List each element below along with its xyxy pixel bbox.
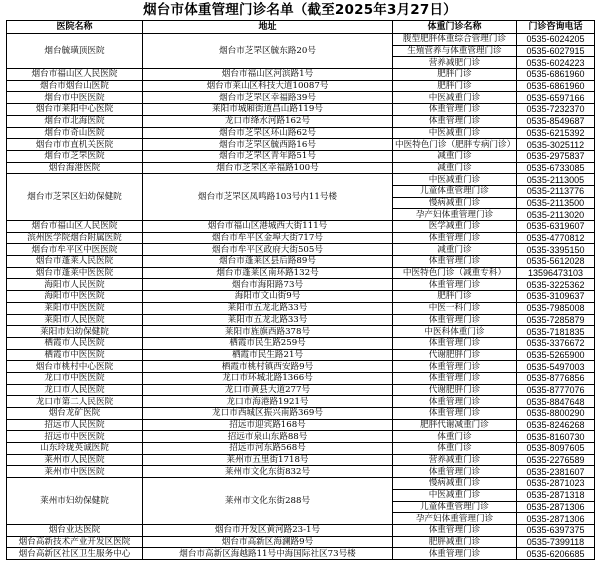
address-cell: 龙口市西城区振兴南路369号 xyxy=(143,408,393,420)
table-row xyxy=(7,478,595,490)
phone-cell: 0535-8777076 xyxy=(517,384,595,396)
address-cell: 莱阳市城厢街道昌山路119号 xyxy=(143,104,393,116)
phone-cell: 0535-8549687 xyxy=(517,115,595,127)
table-row xyxy=(7,431,595,443)
clinic-name-cell: 体重门诊 xyxy=(393,443,517,455)
table-row xyxy=(7,466,595,478)
hospital-name-cell: 烟台市牟平区中医医院 xyxy=(7,244,143,256)
hospital-name-cell: 烟台市中医医院 xyxy=(7,92,143,104)
hospital-name-cell: 招远市人民医院 xyxy=(7,419,143,431)
hospital-name-cell: 烟台市烟台山医院 xyxy=(7,80,143,92)
hospital-name-cell: 烟台市奇山医院 xyxy=(7,127,143,139)
header-phone: 门诊咨询电话 xyxy=(517,21,595,34)
table-row xyxy=(7,419,595,431)
clinic-name-cell: 中医特色门诊（肥胖专病门诊） xyxy=(393,139,517,151)
phone-cell: 0535-5265900 xyxy=(517,349,595,361)
clinic-name-cell: 体重门诊 xyxy=(393,431,517,443)
phone-cell: 0535-6215392 xyxy=(517,127,595,139)
clinic-name-cell: 体重管理门诊 xyxy=(393,466,517,478)
table-row xyxy=(7,548,595,560)
address-cell: 龙口市绛水河路162号 xyxy=(143,115,393,127)
address-cell: 烟台市芝罘区环山路62号 xyxy=(143,127,393,139)
clinic-name-cell: 代谢肥胖门诊 xyxy=(393,349,517,361)
phone-cell: 0535-6597166 xyxy=(517,92,595,104)
table-row xyxy=(7,267,595,279)
header-address: 地址 xyxy=(143,21,393,34)
phone-cell: 0535-3109637 xyxy=(517,291,595,303)
phone-cell: 0535-2113776 xyxy=(517,185,595,197)
phone-cell: 0535-8097605 xyxy=(517,443,595,455)
address-cell: 烟台市开发区黄河路23-1号 xyxy=(143,524,393,536)
header-hospital-name: 医院名称 xyxy=(7,21,143,34)
table-row xyxy=(7,221,595,233)
address-cell: 栖霞市民生路21号 xyxy=(143,349,393,361)
phone-cell: 0535-3376672 xyxy=(517,337,595,349)
clinic-name-cell: 中医减重门诊 xyxy=(393,174,517,186)
table-row xyxy=(7,80,595,92)
clinic-name-cell: 体重管理门诊 xyxy=(393,408,517,420)
header-clinic-name: 体重门诊名称 xyxy=(393,21,517,34)
hospital-name-cell: 滨州医学院烟台附属医院 xyxy=(7,232,143,244)
table-row xyxy=(7,244,595,256)
hospital-name-cell: 烟台市蓬莱中医医院 xyxy=(7,267,143,279)
address-cell: 烟台市芝罘区幸福路100号 xyxy=(143,162,393,174)
clinic-name-cell: 中医特色门诊（减重专科） xyxy=(393,267,517,279)
phone-cell: 0535-8847648 xyxy=(517,396,595,408)
phone-cell: 0535-7985008 xyxy=(517,302,595,314)
phone-cell: 0535-6861960 xyxy=(517,80,595,92)
clinic-name-cell: 体重管理门诊 xyxy=(393,232,517,244)
clinic-table xyxy=(6,20,595,560)
clinic-name-cell: 孕产妇体重管理门诊 xyxy=(393,209,517,221)
clinic-name-cell: 肥胖门诊 xyxy=(393,291,517,303)
hospital-name-cell: 莱阳市中医医院 xyxy=(7,302,143,314)
address-cell: 烟台市牟平区金埠大街717号 xyxy=(143,232,393,244)
address-cell: 莱阳市旌旗西路378号 xyxy=(143,326,393,338)
clinic-name-cell: 中医减重门诊 xyxy=(393,92,517,104)
clinic-name-cell: 中医减重门诊 xyxy=(393,127,517,139)
clinic-name-cell: 体重管理门诊 xyxy=(393,314,517,326)
clinic-name-cell: 体重管理门诊 xyxy=(393,279,517,291)
clinic-name-cell: 营养减重门诊 xyxy=(393,454,517,466)
table-header-row xyxy=(7,21,595,34)
clinic-name-cell: 营养减肥门诊 xyxy=(393,57,517,69)
clinic-name-cell: 体重管理门诊 xyxy=(393,524,517,536)
phone-cell: 0535-7285879 xyxy=(517,314,595,326)
table-row xyxy=(7,139,595,151)
phone-cell: 0535-2113020 xyxy=(517,209,595,221)
phone-cell: 0535-8160730 xyxy=(517,431,595,443)
clinic-name-cell: 中医减重门诊 xyxy=(393,489,517,501)
hospital-name-cell: 海阳市人民医院 xyxy=(7,279,143,291)
clinic-name-cell: 体重管理门诊 xyxy=(393,337,517,349)
clinic-name-cell: 体重管理门诊 xyxy=(393,361,517,373)
clinic-name-cell: 减重门诊 xyxy=(393,244,517,256)
table-row xyxy=(7,232,595,244)
table-row xyxy=(7,536,595,548)
hospital-name-cell: 烟台市芝罘医院 xyxy=(7,150,143,162)
phone-cell: 0535-5612028 xyxy=(517,256,595,268)
table-body xyxy=(7,34,595,560)
hospital-name-cell: 龙口市第二人民医院 xyxy=(7,396,143,408)
address-cell: 烟台市芝罘区毓西路16号 xyxy=(143,139,393,151)
hospital-name-cell: 烟台市桃村中心医院 xyxy=(7,361,143,373)
phone-cell: 0535-6024205 xyxy=(517,34,595,46)
address-cell: 烟台市高新区海澜路9号 xyxy=(143,536,393,548)
clinic-name-cell: 减重门诊 xyxy=(393,162,517,174)
address-cell: 栖霞市桃村镇西安路9号 xyxy=(143,361,393,373)
hospital-name-cell: 烟台市市直机关医院 xyxy=(7,139,143,151)
table-row xyxy=(7,314,595,326)
hospital-name-cell: 海阳市中医医院 xyxy=(7,291,143,303)
table-row xyxy=(7,150,595,162)
clinic-name-cell: 肥胖减重门诊 xyxy=(393,536,517,548)
clinic-name-cell: 中医一科门诊 xyxy=(393,302,517,314)
phone-cell: 0535-3025112 xyxy=(517,139,595,151)
clinic-name-cell: 生殖营养与体重管理门诊 xyxy=(393,45,517,57)
table-row xyxy=(7,326,595,338)
clinic-name-cell: 医学减重门诊 xyxy=(393,221,517,233)
clinic-name-cell: 体重管理门诊 xyxy=(393,548,517,560)
hospital-name-cell: 招远市中医医院 xyxy=(7,431,143,443)
clinic-name-cell: 体重管理门诊 xyxy=(393,256,517,268)
address-cell: 莱阳市五龙北路33号 xyxy=(143,314,393,326)
clinic-name-cell: 体重管理门诊 xyxy=(393,372,517,384)
document-title: 烟台市体重管理门诊名单（截至2025年3月27日） xyxy=(143,2,457,18)
phone-cell: 0535-2871023 xyxy=(517,478,595,490)
phone-cell: 0535-8800290 xyxy=(517,408,595,420)
phone-cell: 0535-4770812 xyxy=(517,232,595,244)
hospital-name-cell: 烟台高新技术产业开发区医院 xyxy=(7,536,143,548)
clinic-name-cell: 腹型肥胖体重综合管理门诊 xyxy=(393,34,517,46)
phone-cell: 0535-7399118 xyxy=(517,536,595,548)
address-cell: 龙口市环城北路1366号 xyxy=(143,372,393,384)
phone-cell: 0535-3395150 xyxy=(517,244,595,256)
clinic-name-cell: 慢病减重门诊 xyxy=(393,197,517,209)
table-row xyxy=(7,361,595,373)
phone-cell: 13596473103 xyxy=(517,267,595,279)
address-cell: 烟台市莱山区科技大道10087号 xyxy=(143,80,393,92)
address-cell: 烟台市高新区海越路11号中海国际社区73号楼 xyxy=(143,548,393,560)
hospital-name-cell: 烟台市福山区人民医院 xyxy=(7,69,143,81)
phone-cell: 0535-6397375 xyxy=(517,524,595,536)
hospital-name-cell: 烟台市蓬莱人民医院 xyxy=(7,256,143,268)
table-row xyxy=(7,92,595,104)
table-row xyxy=(7,454,595,466)
hospital-name-cell: 莱州市妇幼保健院 xyxy=(7,478,143,525)
address-cell: 烟台市牟平区政府大街505号 xyxy=(143,244,393,256)
phone-cell: 0535-2871318 xyxy=(517,489,595,501)
hospital-name-cell: 烟台高新区社区卫生服务中心 xyxy=(7,548,143,560)
address-cell: 莱州市文化东街832号 xyxy=(143,466,393,478)
clinic-name-cell: 体重管理门诊 xyxy=(393,115,517,127)
table-row xyxy=(7,384,595,396)
table-row xyxy=(7,34,595,46)
clinic-name-cell: 孕产妇体重管理门诊 xyxy=(393,513,517,525)
clinic-name-cell: 体重管理门诊 xyxy=(393,396,517,408)
phone-cell: 0535-2113500 xyxy=(517,197,595,209)
address-cell: 烟台市蓬莱区南环路132号 xyxy=(143,267,393,279)
phone-cell: 0535-3225362 xyxy=(517,279,595,291)
address-cell: 莱阳市五龙北路33号 xyxy=(143,302,393,314)
address-cell: 烟台市芝罘区幸福路39号 xyxy=(143,92,393,104)
hospital-name-cell: 烟台市芝罘区妇幼保健院 xyxy=(7,174,143,221)
address-cell: 海阳市文山街9号 xyxy=(143,291,393,303)
address-cell: 龙口市黄县大道277号 xyxy=(143,384,393,396)
phone-cell: 0535-6024223 xyxy=(517,57,595,69)
address-cell: 烟台市芝罘区青年路51号 xyxy=(143,150,393,162)
phone-cell: 0535-2276589 xyxy=(517,454,595,466)
address-cell: 烟台市蓬莱区县后路89号 xyxy=(143,256,393,268)
table-row xyxy=(7,69,595,81)
table-row xyxy=(7,162,595,174)
hospital-name-cell: 山东玲珑英诚医院 xyxy=(7,443,143,455)
address-cell: 烟台市芝罘区凤鸣路103号内11号楼 xyxy=(143,174,393,221)
phone-cell: 0535-6206685 xyxy=(517,548,595,560)
table-row xyxy=(7,524,595,536)
address-cell: 莱州市文化东街288号 xyxy=(143,478,393,525)
clinic-name-cell: 减重门诊 xyxy=(393,150,517,162)
table-row xyxy=(7,174,595,186)
hospital-name-cell: 莱阳市人民医院 xyxy=(7,314,143,326)
phone-cell: 0535-2113005 xyxy=(517,174,595,186)
table-row xyxy=(7,279,595,291)
phone-cell: 0535-7181835 xyxy=(517,326,595,338)
table-row xyxy=(7,127,595,139)
address-cell: 栖霞市民生路259号 xyxy=(143,337,393,349)
table-row xyxy=(7,337,595,349)
hospital-name-cell: 龙口市中医医院 xyxy=(7,372,143,384)
table-row xyxy=(7,115,595,127)
phone-cell: 0535-5497003 xyxy=(517,361,595,373)
hospital-name-cell: 莱州市人民医院 xyxy=(7,454,143,466)
clinic-name-cell: 儿童体重管理门诊 xyxy=(393,185,517,197)
clinic-name-cell: 儿童体重管理门诊 xyxy=(393,501,517,513)
hospital-name-cell: 烟台市福山区人民医院 xyxy=(7,221,143,233)
address-cell: 龙口市海港路1921号 xyxy=(143,396,393,408)
address-cell: 莱州市五里街1718号 xyxy=(143,454,393,466)
phone-cell: 0535-8776856 xyxy=(517,372,595,384)
clinic-name-cell: 中医科体重门诊 xyxy=(393,326,517,338)
phone-cell: 0535-6319607 xyxy=(517,221,595,233)
clinic-name-cell: 肥胖代谢减重门诊 xyxy=(393,419,517,431)
phone-cell: 0535-2975837 xyxy=(517,150,595,162)
phone-cell: 0535-2871306 xyxy=(517,501,595,513)
address-cell: 招远市泉山东路88号 xyxy=(143,431,393,443)
phone-cell: 0535-6027915 xyxy=(517,45,595,57)
table-row xyxy=(7,349,595,361)
hospital-name-cell: 莱阳市妇幼保健院 xyxy=(7,326,143,338)
hospital-name-cell: 烟台市莱阳中心医院 xyxy=(7,104,143,116)
address-cell: 烟台市海阳路73号 xyxy=(143,279,393,291)
hospital-name-cell: 烟台业达医院 xyxy=(7,524,143,536)
table-row xyxy=(7,408,595,420)
table-row xyxy=(7,443,595,455)
hospital-name-cell: 龙口市人民医院 xyxy=(7,384,143,396)
address-cell: 烟台市芝罘区毓东路20号 xyxy=(143,34,393,69)
clinic-name-cell: 肥胖门诊 xyxy=(393,69,517,81)
address-cell: 烟台市福山区河滨路1号 xyxy=(143,69,393,81)
phone-cell: 0535-8246268 xyxy=(517,419,595,431)
phone-cell: 0535-2381607 xyxy=(517,466,595,478)
table-row xyxy=(7,372,595,384)
table-row xyxy=(7,104,595,116)
hospital-name-cell: 栖霞市中医医院 xyxy=(7,349,143,361)
hospital-name-cell: 烟台毓璜顶医院 xyxy=(7,34,143,69)
address-cell: 招远市河东路568号 xyxy=(143,443,393,455)
table-row xyxy=(7,302,595,314)
clinic-name-cell: 代谢肥胖门诊 xyxy=(393,384,517,396)
hospital-name-cell: 烟台海港医院 xyxy=(7,162,143,174)
phone-cell: 0535-2871306 xyxy=(517,513,595,525)
hospital-name-cell: 烟台龙矿医院 xyxy=(7,408,143,420)
clinic-name-cell: 慢病减重门诊 xyxy=(393,478,517,490)
address-cell: 招远市迎宾路168号 xyxy=(143,419,393,431)
hospital-name-cell: 栖霞市人民医院 xyxy=(7,337,143,349)
phone-cell: 0535-7232370 xyxy=(517,104,595,116)
table-row xyxy=(7,291,595,303)
address-cell: 烟台市福山区港城西大街111号 xyxy=(143,221,393,233)
hospital-name-cell: 莱州市中医医院 xyxy=(7,466,143,478)
clinic-name-cell: 肥胖门诊 xyxy=(393,80,517,92)
hospital-name-cell: 烟台市北海医院 xyxy=(7,115,143,127)
table-row xyxy=(7,396,595,408)
table-row xyxy=(7,256,595,268)
phone-cell: 0535-6733085 xyxy=(517,162,595,174)
phone-cell: 0535-6861960 xyxy=(517,69,595,81)
clinic-name-cell: 体重管理门诊 xyxy=(393,104,517,116)
